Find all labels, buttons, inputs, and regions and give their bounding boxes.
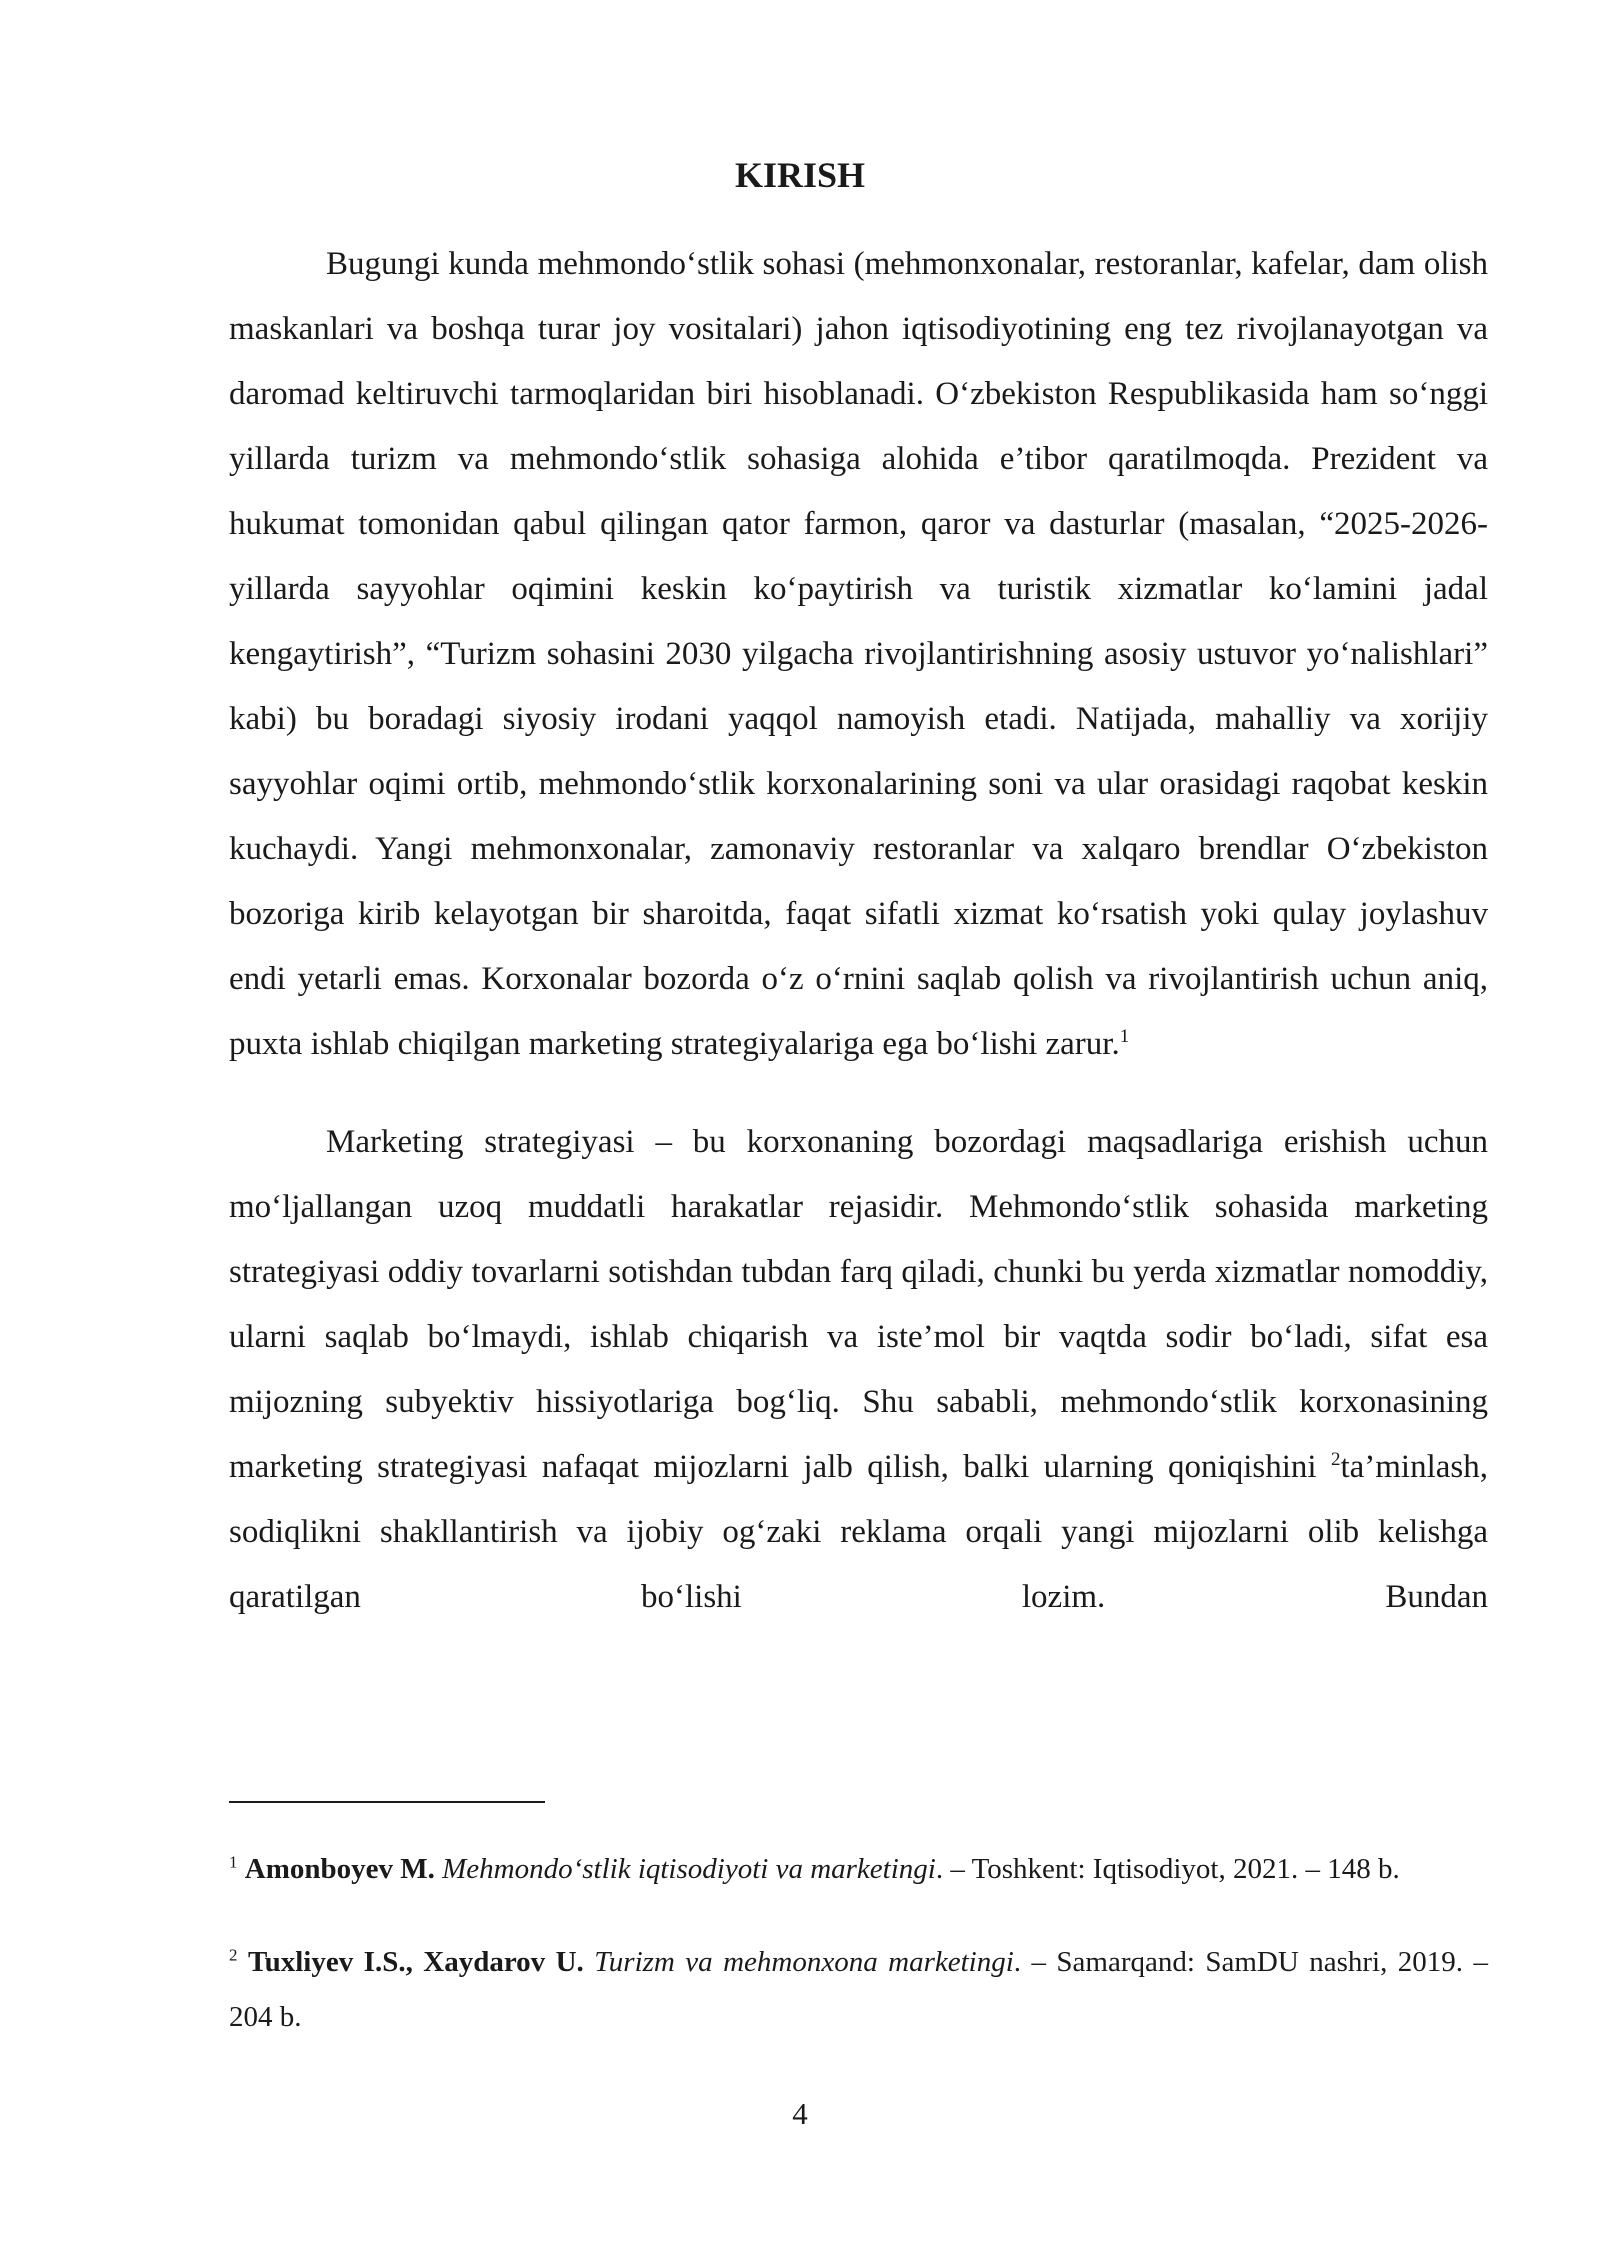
- paragraph-intro: [229, 232, 1488, 1077]
- footnote-number: 2: [229, 1945, 238, 1965]
- footnote-2: [229, 1935, 1488, 2045]
- footnote-publication: . – Toshkent: Iqtisodiyot, 2021. – 148 b.: [935, 1853, 1400, 1885]
- section-heading: KIRISH: [734, 155, 866, 195]
- footnote-1: [229, 1842, 1488, 1897]
- paragraph-marketing-text-after: ta’minlash, sodiqlikni shakllantirish va ijobiy ogʻzaki reklama orqali yangi mijozlarni olib kelishga qaratilgan boʻlishi lozim. Bundan: [229, 1449, 1488, 1615]
- footnote-ref-2[interactable]: 2: [1330, 1449, 1341, 1470]
- footnote-number: 1: [229, 1852, 238, 1872]
- footnote-separator: [229, 1801, 545, 1803]
- paragraph-marketing-text-before: Marketing strategiyasi – bu korxonaning bozordagi maqsadlariga erishish uchun moʻljallangan uzoq muddatli harakatlar rejasidir. Mehmondoʻstlik sohasida marketing strategiyasi oddiy tovarlarni sotishdan tubdan farq qiladi, chunki bu yerda xizmatlar nomoddiy, ularni saqlab boʻlmaydi, ishlab chiqarish va iste’mol bir vaqtda sodir boʻladi, sifat esa mijozning subyektiv hissiyotlariga bogʻliq. Shu sababli, mehmondoʻstlik korxonasining marketing strategiyasi nafaqat mijozlarni jalb qilish, balki ularning qoniqishini: [229, 1124, 1488, 1485]
- paragraph-marketing-strategy: [229, 1110, 1488, 1630]
- footnotes: [229, 1842, 1488, 2045]
- footnote-title: Turizm va mehmonxona marketingi: [594, 1946, 1014, 1978]
- footnote-publication: . – Samarqand: SamDU nashri, 2019. – 204 b.: [229, 1946, 1488, 2033]
- footnote-authors: Amonboyev M.: [244, 1853, 435, 1885]
- paragraph-intro-text: Bugungi kunda mehmondoʻstlik sohasi (mehmonxonalar, restoranlar, kafelar, dam olish maskanlari va boshqa turar joy vositalari) jahon iqtisodiyotining eng tez rivojlanayotgan va daromad keltiruvchi tarmoqlaridan biri hisoblanadi. Oʻzbekiston Respublikasida ham soʻnggi yillarda turizm va mehmondoʻstlik sohasiga alohida e’tibor qaratilmoqda. Prezident va hukumat tomonidan qabul qilingan qator farmon, qaror va dasturlar (masalan, “2025-2026-yillarda sayyohlar oqimini keskin koʻpaytirish va turistik xizmatlar koʻlamini jadal kengaytirish”, “Turizm sohasini 2030 yilgacha rivojlantirishning asosiy ustuvor yoʻnalishlari” kabi) bu boradagi siyosiy irodani yaqqol namoyish etadi. Natijada, mahalliy va xorijiy sayyohlar oqimi ortib, mehmondoʻstlik korxonalarining soni va ular orasidagi raqobat keskin kuchaydi. Yangi mehmonxonalar, zamonaviy restoranlar va xalqaro brendlar Oʻzbekiston bozoriga kirib kelayotgan bir sharoitda, faqat sifatli xizmat koʻrsatish yoki qulay joylashuv endi yetarli emas. Korxonalar bozorda oʻz oʻrnini saqlab qolish va rivojlantirish uchun aniq, puxta ishlab chiqilgan marketing strategiyalariga ega boʻlishi zarur.: [229, 246, 1488, 1062]
- footnote-ref-1[interactable]: 1: [1119, 1026, 1130, 1047]
- body-text: [229, 232, 1488, 1630]
- page-number: 4: [792, 2096, 808, 2131]
- footnote-authors: Tuxliyev I.S., Xaydarov U.: [247, 1946, 584, 1978]
- footnote-title: Mehmondoʻstlik iqtisodiyoti va marketingi: [442, 1853, 936, 1885]
